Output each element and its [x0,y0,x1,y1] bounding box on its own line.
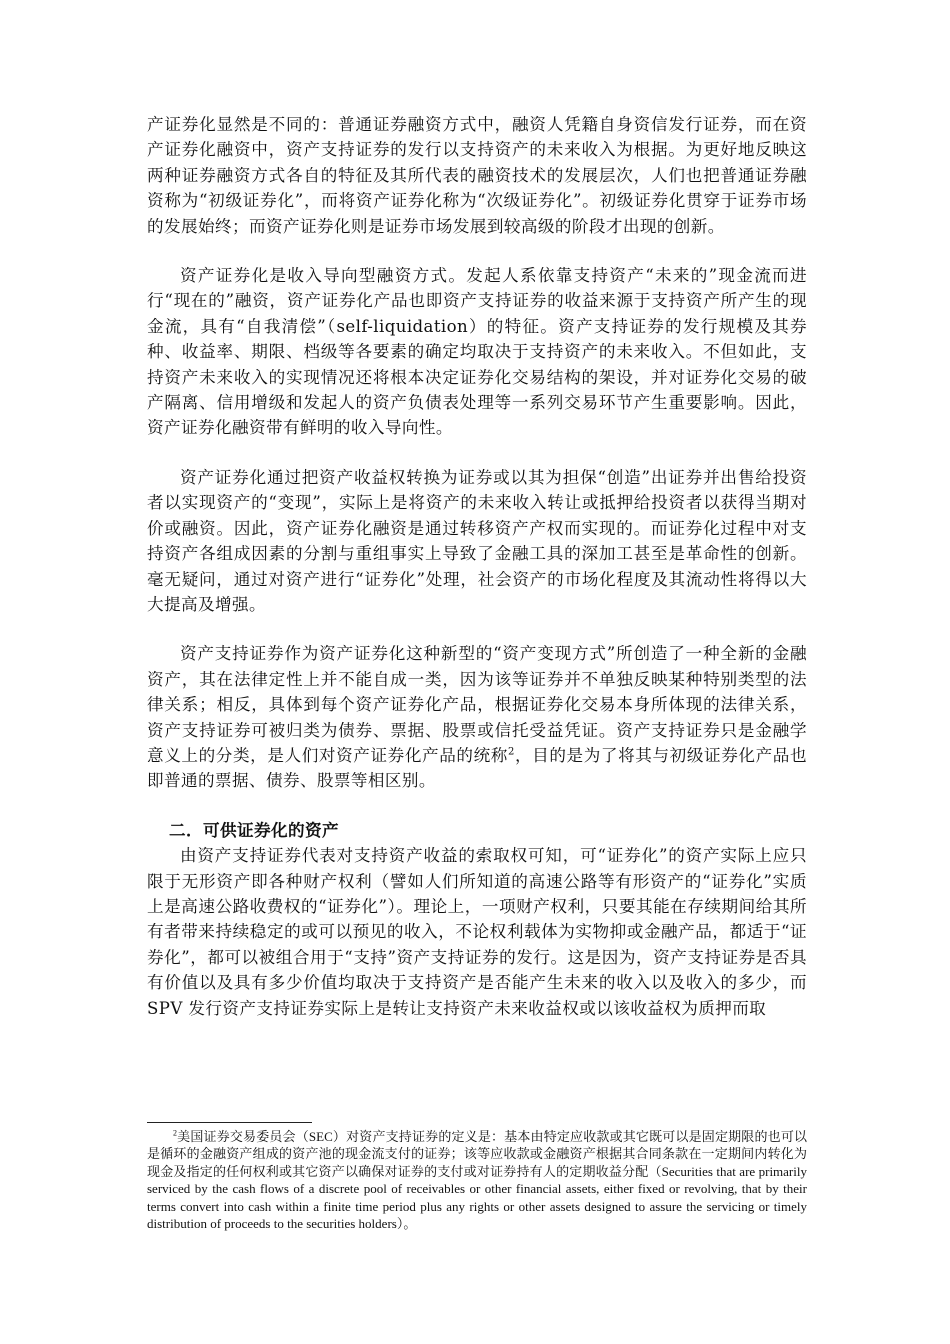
footnote [147,1128,807,1232]
paragraph-gap [147,617,807,641]
paragraph-income-oriented: 资产证券化是收入导向型融资方式。发起人系依靠支持资产“未来的”现金流而进行“现在的”融资，资产证券化产品也即资产支持证券的收益来源于支持资产所产生的现金流，具有“自我清偿”（self-liquidation）的特征。资产支持证券的发行规模及其券种、收益率、期限、档级等各要素的确定均取决于支持资产的未来收入。不但如此，支持资产未来收入的实现情况还将根本决定证券化交易结构的架设，并对证券化交易的破产隔离、信用增级和发起人的资产负债表处理等一系列交易环节产生重要影响。因此，资产证券化融资带有鲜明的收入导向性。 [147,266,807,438]
paragraph-text-before-ref: 资产支持证券作为资产证券化这种新型的“资产变现方式”所创造了一种全新的金融资产，其在法律定性上并不能自成一类，因为该等证券并不单独反映某种特别类型的法律关系；相反，具体到每个资产证券化产品，根据证券化交易本身所体现的法律关系，资产支持证券可被归类为债券、票据、股票或信托受益凭证。资产支持证券只是金融学意义上的分类，是人们对资产证券化产品的统称 [147,644,807,765]
footnote-marker: 2 [173,1128,177,1138]
paragraph-gap [147,441,807,465]
footnote-reference[interactable]: 2 [508,746,515,758]
section-heading: 二．可供证券化的资产 [169,819,339,840]
paragraph-securitizable-assets: 由资产支持证券代表对支持资产收益的索取权可知，可“证券化”的资产实际上应只限于无形资产即各种财产权利（譬如人们所知道的高速公路等有形资产的“证券化”实质上是高速公路收费权的“证券化”）。理论上，一项财产权利，只要其能在存续期间给其所有者带来持续稳定的或可以预见的收入，不论权利载体为实物抑或金融产品，都适于“证券化”，都可以被组合用于“支持”资产支持证券的发行。这是因为，资产支持证券是否具有价值以及具有多少价值均取决于支持资产是否能产生未来的收入以及收入的多少，而 SPV 发行资产支持证券实际上是转让支持资产未来收益权或以该收益权为质押而取 [147,846,807,1018]
paragraph-gap [147,239,807,263]
paragraph-gap [147,794,807,818]
footnote-text: 美国证券交易委员会（SEC）对资产支持证券的定义是：基本由特定应收款或其它既可以是固定期限的也可以是循环的金融资产组成的资产池的现金流支付的证券；该等应收款或金融资产根据其合同条款在一定期间内转化为现金及指定的任何权利或其它资产以确保对证券的支付或对证券持有人的定期收益分配（Securities that are primarily serviced by the cash flows of a discrete pool of receivables or other financial assets, either fixed or revolving, that by their terms convert into cash within a finite time period plus any rights or other assets designed to assure the servicing or timely distribution of proceeds to the securities holders）。 [147,1129,807,1232]
paragraph-asset-conversion: 资产证券化通过把资产收益权转换为证券或以其为担保“创造”出证券并出售给投资者以实现资产的“变现”，实际上是将资产的未来收入转让或抵押给投资者以获得当期对价或融资。因此，资产证券化融资是通过转移资产产权而实现的。而证券化过程中对支持资产各组成因素的分割与重组事实上导致了金融工具的深加工甚至是革命性的创新。毫无疑问，通过对资产进行“证券化”处理，社会资产的市场化程度及其流动性将得以大大提高及增强。 [147,467,807,614]
paragraph-continuation: 产证券化显然是不同的：普通证券融资方式中，融资人凭籍自身资信发行证券，而在资产证券化融资中，资产支持证券的发行以支持资产的未来收入为根据。为更好地反映这两种证券融资方式各自的特征及其所代表的融资技术的发展层次，人们也把普通证券融资称为“初级证券化”，而将资产证券化称为“次级证券化”。初级证券化贯穿于证券市场的发展始终；而资产证券化则是证券市场发展到较高级的阶段才出现的创新。 [147,115,807,236]
paragraph-text-after-ref: ，目的是为了将其与初级证券化产品也即普通的票据、债券、股票等相区别。 [147,745,807,791]
document-body [147,112,807,1021]
paragraph-asset-backed-securities [147,641,807,793]
footnote-separator [147,1122,312,1123]
